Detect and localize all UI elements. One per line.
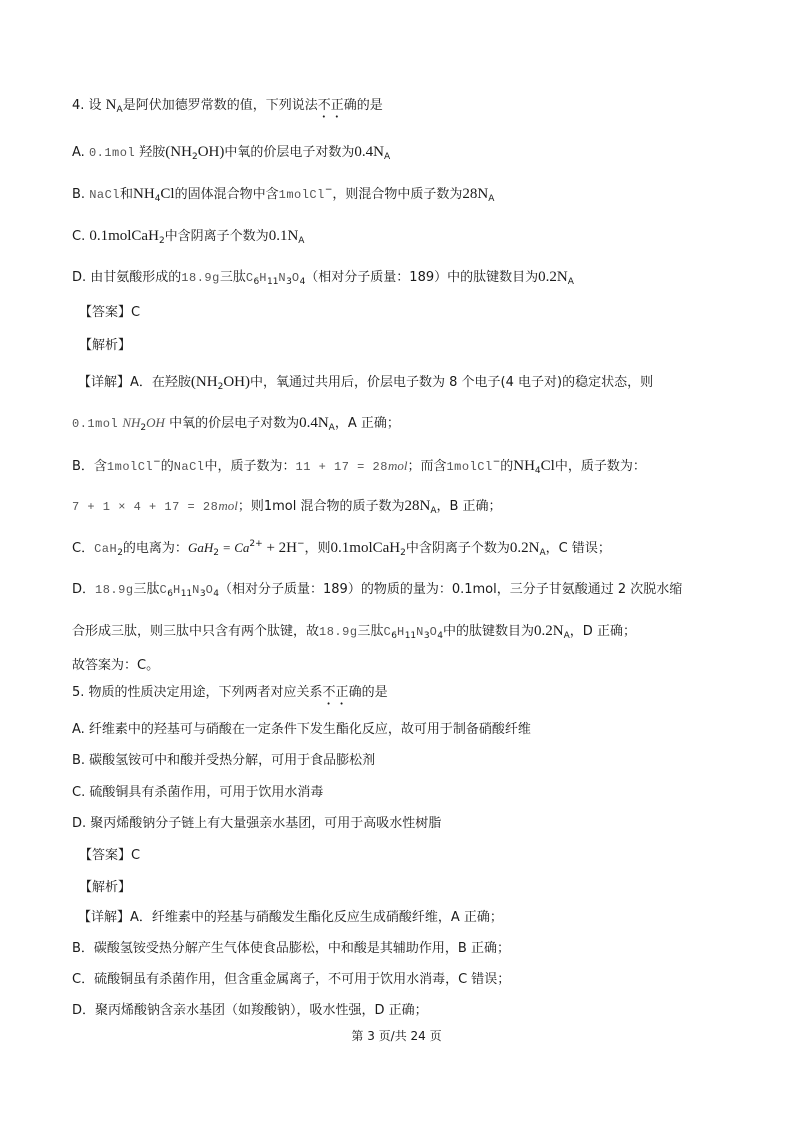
q5-option-c: C. 硫酸铜具有杀菌作用，可用于饮用水消毒 xyxy=(72,785,324,800)
q5-answer: 【答案】C xyxy=(79,848,141,863)
q4-option-a: A. 0.1mol 羟胺$(NH_2OH)$中氧的价层电子对数为$0.4N_A$ xyxy=(72,144,391,162)
q5-option-b: B. 碳酸氢铵可中和酸并受热分解，可用于食品膨松剂 xyxy=(72,753,376,768)
q4-detail-7: 合形成三肽，则三肽中只含有两个肽键，故18.9g三肽$C_6H_{11}N_3O_4$中的肽键数目为$0.2N_A$，D 正确； xyxy=(72,623,636,641)
q4-detail-3: B．含1molCl−的NaCl中，质子数为：11 + 17 = 28mol；而含1molCl−的$NH_4Cl$中，质子数为： xyxy=(72,457,646,476)
q4-conclusion: 故答案为：C。 xyxy=(72,658,160,673)
q4-detail-5: C．CaH$_2$的电离为：$GaH_2 = Ca^{2+} + 2H^-$，则0.1molCaH$_2$中含阴离子个数为$0.2N_A$，C 错误； xyxy=(72,539,611,558)
q4-detail-6: D．18.9g三肽$C_6H_{11}N_3O_4$（相对分子质量：189）的物质的量为：0.1mol，三分子甘氨酸通过 2 次脱水缩 xyxy=(72,582,683,599)
page-footer: 第 3 页/共 24 页 xyxy=(351,1029,442,1043)
q5-stem: 5. 物质的性质决定用途，下列两者对应关系不正确的是 xyxy=(72,685,388,700)
q4-stem: 4. 设 $N_A$是阿伏加德罗常数的值，下列说法不正确的是 xyxy=(72,97,383,115)
q4-option-c: C. 0.1molCaH$_2$中含阴离子个数为$0.1N_A$ xyxy=(72,228,305,246)
q4-analysis-title: 【解析】 xyxy=(79,338,132,353)
q5-analysis-title: 【解析】 xyxy=(79,880,132,895)
q5-detail-1: 【详解】A．纤维素中的羟基与硝酸发生酯化反应生成硝酸纤维，A 正确； xyxy=(78,910,503,925)
q5-option-d: D. 聚丙烯酸钠分子链上有大量强亲水基团，可用于高吸水性树脂 xyxy=(72,816,442,831)
q4-detail-1: 【详解】A．在羟胺$(NH_2OH)$中，氧通过共用后，价层电子数为 8 个电子(4 电子对)的稳定状态，则 xyxy=(78,374,654,392)
q5-detail-3: C．硫酸铜虽有杀菌作用，但含重金属离子，不可用于饮用水消毒，C 错误； xyxy=(72,972,511,987)
q4-option-d: D. 由甘氨酸形成的18.9g三肽$C_6H_{11}N_3O_4$（相对分子质量：189）中的肽键数目为$0.2N_A$ xyxy=(72,269,574,287)
q5-detail-4: D．聚丙烯酸钠含亲水基团（如羧酸钠），吸水性强，D 正确； xyxy=(72,1003,428,1018)
q4-option-b: B. NaCl和$NH_4Cl$的固体混合物中含1molCl−，则混合物中质子数为$28N_A$ xyxy=(72,185,495,204)
q5-detail-2: B．碳酸氢铵受热分解产生气体使食品膨松，中和酸是其辅助作用，B 正确； xyxy=(72,941,510,956)
q4-detail-4: 7 + 1 × 4 + 17 = 28mol；则1mol 混合物的质子数为$28N_A$，B 正确； xyxy=(72,498,502,516)
q4-detail-2: 0.1mol $NH_2OH$ 中氧的价层电子对数为$0.4N_A$，A 正确； xyxy=(72,415,400,433)
q5-option-a: A. 纤维素中的羟基可与硝酸在一定条件下发生酯化反应，故可用于制备硝酸纤维 xyxy=(72,722,531,737)
q4-answer: 【答案】C xyxy=(79,305,141,320)
